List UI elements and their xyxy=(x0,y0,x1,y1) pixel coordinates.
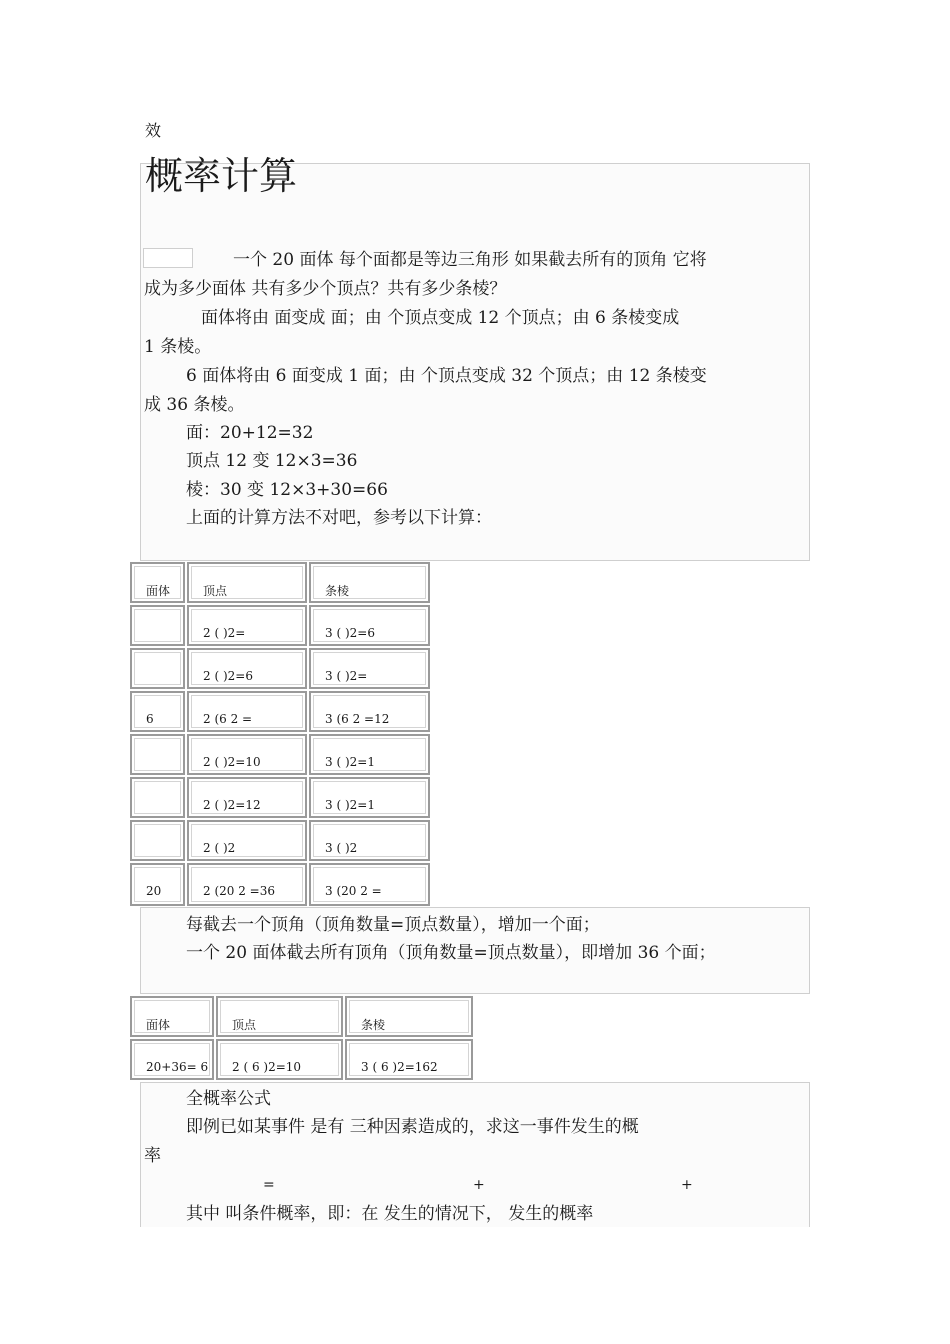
table-1-header-tiaoleng: 条棱 xyxy=(309,562,430,603)
table-cell: 2 ( )2=6 xyxy=(187,648,307,689)
table-2-header-dingdian: 顶点 xyxy=(216,996,343,1037)
table-cell: 2 ( )2 xyxy=(187,820,307,861)
page-title: 概率计算 xyxy=(145,154,298,198)
table-cell: 3 (20 2 = xyxy=(309,863,430,906)
table-cell: 3 (6 2 =12 xyxy=(309,691,430,732)
image-placeholder xyxy=(143,248,193,268)
table-row xyxy=(130,820,185,861)
header-char: 效 xyxy=(145,121,162,140)
bottom-line-4: 其中 叫条件概率，即：在 发生的情况下， 发生的概率 xyxy=(186,1204,594,1224)
bottom-section xyxy=(140,1082,810,1227)
table-row xyxy=(130,648,185,689)
table-row: 20+36= 6 xyxy=(130,1039,214,1080)
table-row: 20 xyxy=(130,863,185,906)
table-row xyxy=(130,777,185,818)
intro-line-8: 顶点 12 变 12×3=36 xyxy=(186,451,358,471)
table-cell: 3 ( 6 )2=162 xyxy=(345,1039,473,1080)
table-cell: 3 ( )2=1 xyxy=(309,734,430,775)
table-row: 6 xyxy=(130,691,185,732)
equals-sign: = xyxy=(263,1177,275,1193)
table-cell: 3 ( )2= xyxy=(309,648,430,689)
intro-line-7: 面：20+12=32 xyxy=(186,423,314,443)
table-cell: 2 ( )2= xyxy=(187,605,307,646)
table-1-header-faceti: 面体 xyxy=(130,562,185,603)
table-cell: 3 ( )2=6 xyxy=(309,605,430,646)
table-2-header-faceti: 面体 xyxy=(130,996,214,1037)
table-2-header-tiaoleng: 条棱 xyxy=(345,996,473,1037)
middle-line-2: 一个 20 面体截去所有顶角（顶角数量=顶点数量），即增加 36 个面； xyxy=(186,943,716,963)
intro-line-2: 成为多少面体 共有多少个顶点？共有多少条棱？ xyxy=(144,279,507,299)
table-1-header-dingdian: 顶点 xyxy=(187,562,307,603)
intro-line-6: 成 36 条棱。 xyxy=(144,395,245,415)
plus-sign-2: + xyxy=(681,1177,693,1193)
table-row xyxy=(130,605,185,646)
bottom-line-2: 即例已如某事件 是有 三种因素造成的，求这一事件发生的概 xyxy=(186,1117,639,1137)
bottom-line-3: 率 xyxy=(144,1146,161,1166)
table-cell: 2 (6 2 = xyxy=(187,691,307,732)
table-cell: 2 ( 6 )2=10 xyxy=(216,1039,343,1080)
plus-sign-1: + xyxy=(473,1177,485,1193)
middle-section xyxy=(140,907,810,994)
table-cell: 3 ( )2=1 xyxy=(309,777,430,818)
intro-line-5: 6 面体将由 6 面变成 1 面；由 个顶点变成 32 个顶点；由 12 条棱变 xyxy=(186,366,707,386)
table-cell: 2 ( )2=10 xyxy=(187,734,307,775)
bottom-line-1: 全概率公式 xyxy=(186,1089,271,1109)
intro-line-9: 棱：30 变 12×3+30=66 xyxy=(186,480,388,500)
intro-line-10: 上面的计算方法不对吧，参考以下计算： xyxy=(186,508,492,528)
table-cell: 2 (20 2 =36 xyxy=(187,863,307,906)
intro-section xyxy=(140,154,810,561)
middle-line-1: 每截去一个顶角（顶角数量=顶点数量），增加一个面； xyxy=(186,915,600,935)
intro-line-4: 1 条棱。 xyxy=(144,337,212,357)
table-cell: 2 ( )2=12 xyxy=(187,777,307,818)
table-cell: 3 ( )2 xyxy=(309,820,430,861)
table-row xyxy=(130,734,185,775)
intro-line-1: 一个 20 面体 每个面都是等边三角形 如果截去所有的顶角 它将 xyxy=(233,250,707,270)
intro-line-3: 面体将由 面变成 面；由 个顶点变成 12 个顶点；由 6 条棱变成 xyxy=(201,308,680,328)
